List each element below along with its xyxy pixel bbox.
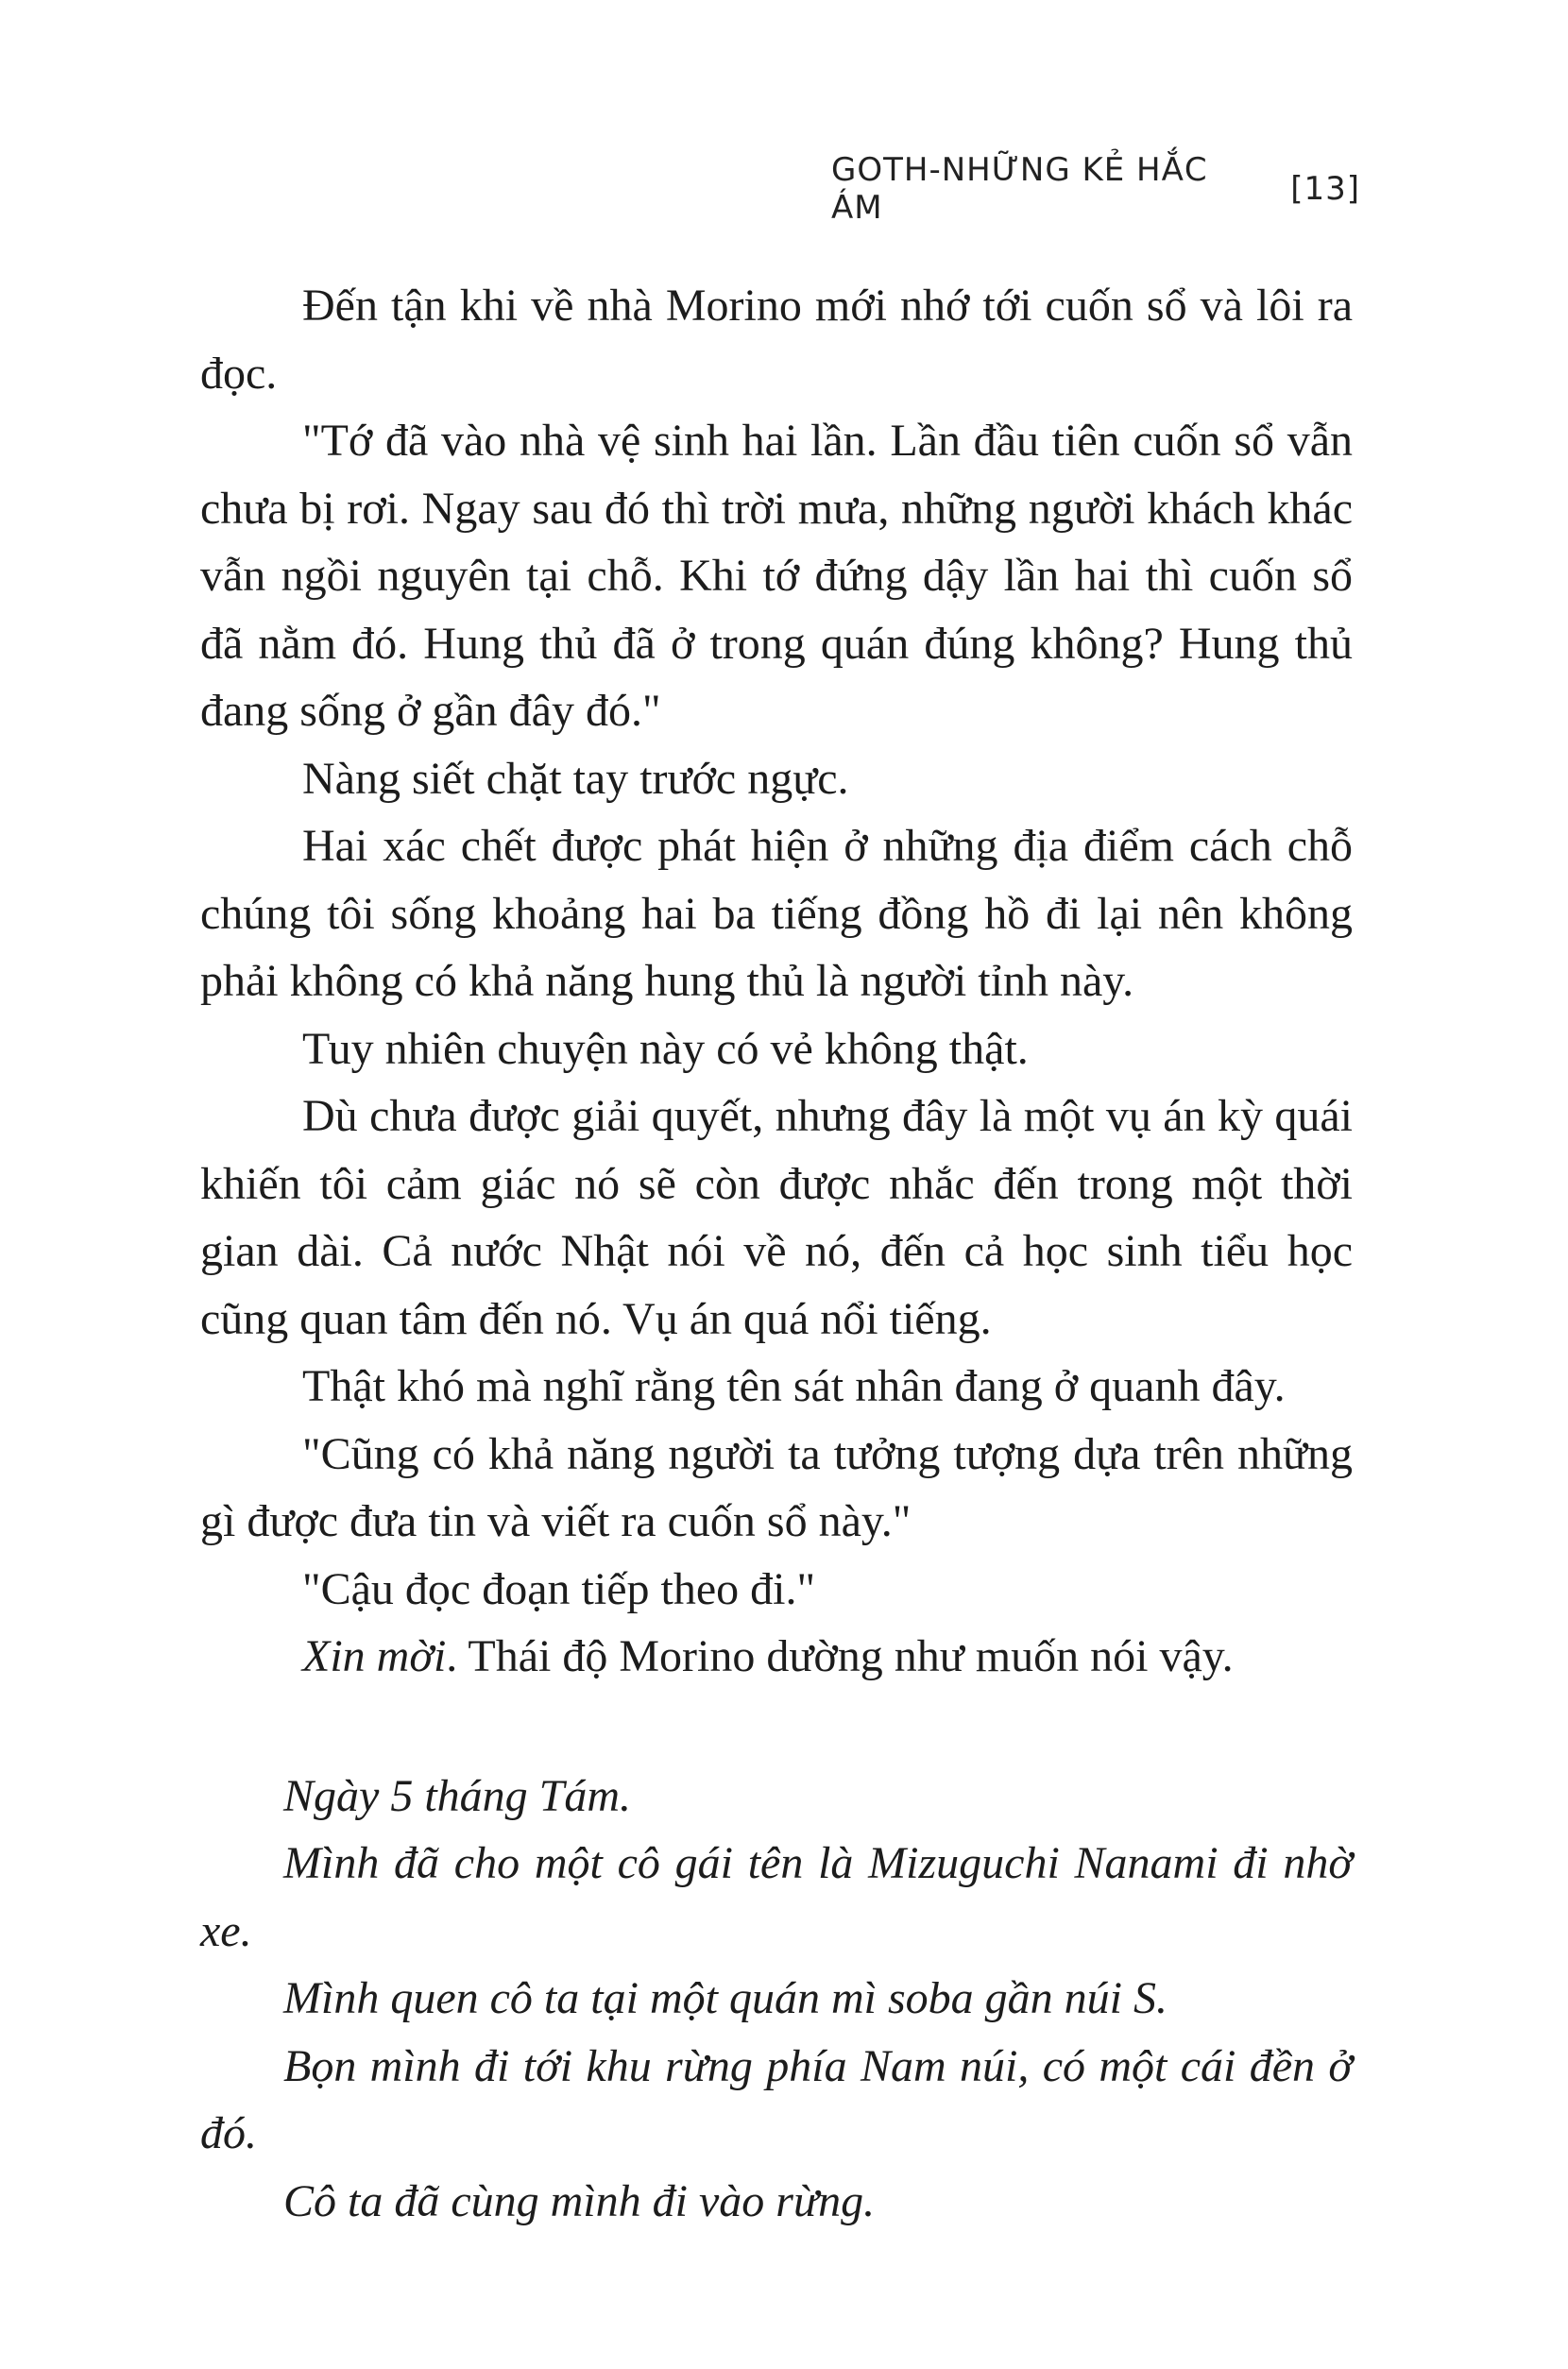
running-header [831,151,1360,227]
book-title: GOTH-NHỮNG KẺ HẮC ÁM [831,151,1208,227]
diary-line: Cô ta đã cùng mình đi vào rừng. [283,2175,876,2226]
section-gap [200,1691,1353,1763]
diary-entry [200,1763,1353,2236]
diary-line: Mình quen cô ta tại một quán mì soba gần núi S. [283,1973,1167,2023]
diary-line: Bọn mình đi tới khu rừng phía Nam núi, có một cái đền ở đó. [200,2040,1353,2158]
page-number: [13] [1290,170,1360,208]
paragraph: Thật khó mà nghĩ rằng tên sát nhân đang ở quanh đây. [302,1361,1286,1411]
paragraph: Tuy nhiên chuyện này có vẻ không thật. [302,1023,1029,1074]
paragraph: Dù chưa được giải quyết, nhưng đây là một vụ án kỳ quái khiến tôi cảm giác nó sẽ còn được nhắc đến trong một thời gian dài. Cả nước Nhật nói về nó, đến cả học sinh tiểu học cũng quan tâm đến nó. Vụ án quá nổi tiếng. [200,1091,1353,1344]
paragraph: Hai xác chết được phát hiện ở những địa điểm cách chỗ chúng tôi sống khoảng hai ba tiếng đồng hồ đi lại nên không phải không có khả năng hung thủ là người tỉnh này. [200,821,1353,1006]
paragraph: "Cậu đọc đoạn tiếp theo đi." [302,1563,816,1614]
paragraph: "Tớ đã vào nhà vệ sinh hai lần. Lần đầu tiên cuốn sổ vẫn chưa bị rơi. Ngay sau đó thì trời mưa, những người khách khác vẫn ngồi nguyên tại chỗ. Khi tớ đứng dậy lần hai thì cuốn sổ đã nằm đó. Hung thủ đã ở trong quán đúng không? Hung thủ đang sống ở gần đây đó." [200,416,1353,736]
paragraph: Nàng siết chặt tay trước ngực. [302,753,849,804]
closing-italic: Xin mời [302,1631,447,1681]
paragraph: "Cũng có khả năng người ta tưởng tượng dựa trên những gì được đưa tin và viết ra cuốn sổ này." [200,1428,1353,1546]
closing-rest: . Thái độ Morino dường như muốn nói vậy. [446,1631,1234,1681]
closing-paragraph [200,1623,1353,1691]
diary-line: Mình đã cho một cô gái tên là Mizuguchi Nanami đi nhờ xe. [200,1838,1353,1956]
paragraph: Đến tận khi về nhà Morino mới nhớ tới cuốn sổ và lôi ra đọc. [200,281,1353,399]
diary-line: Ngày 5 tháng Tám. [283,1770,632,1821]
body-text [200,272,1353,2235]
